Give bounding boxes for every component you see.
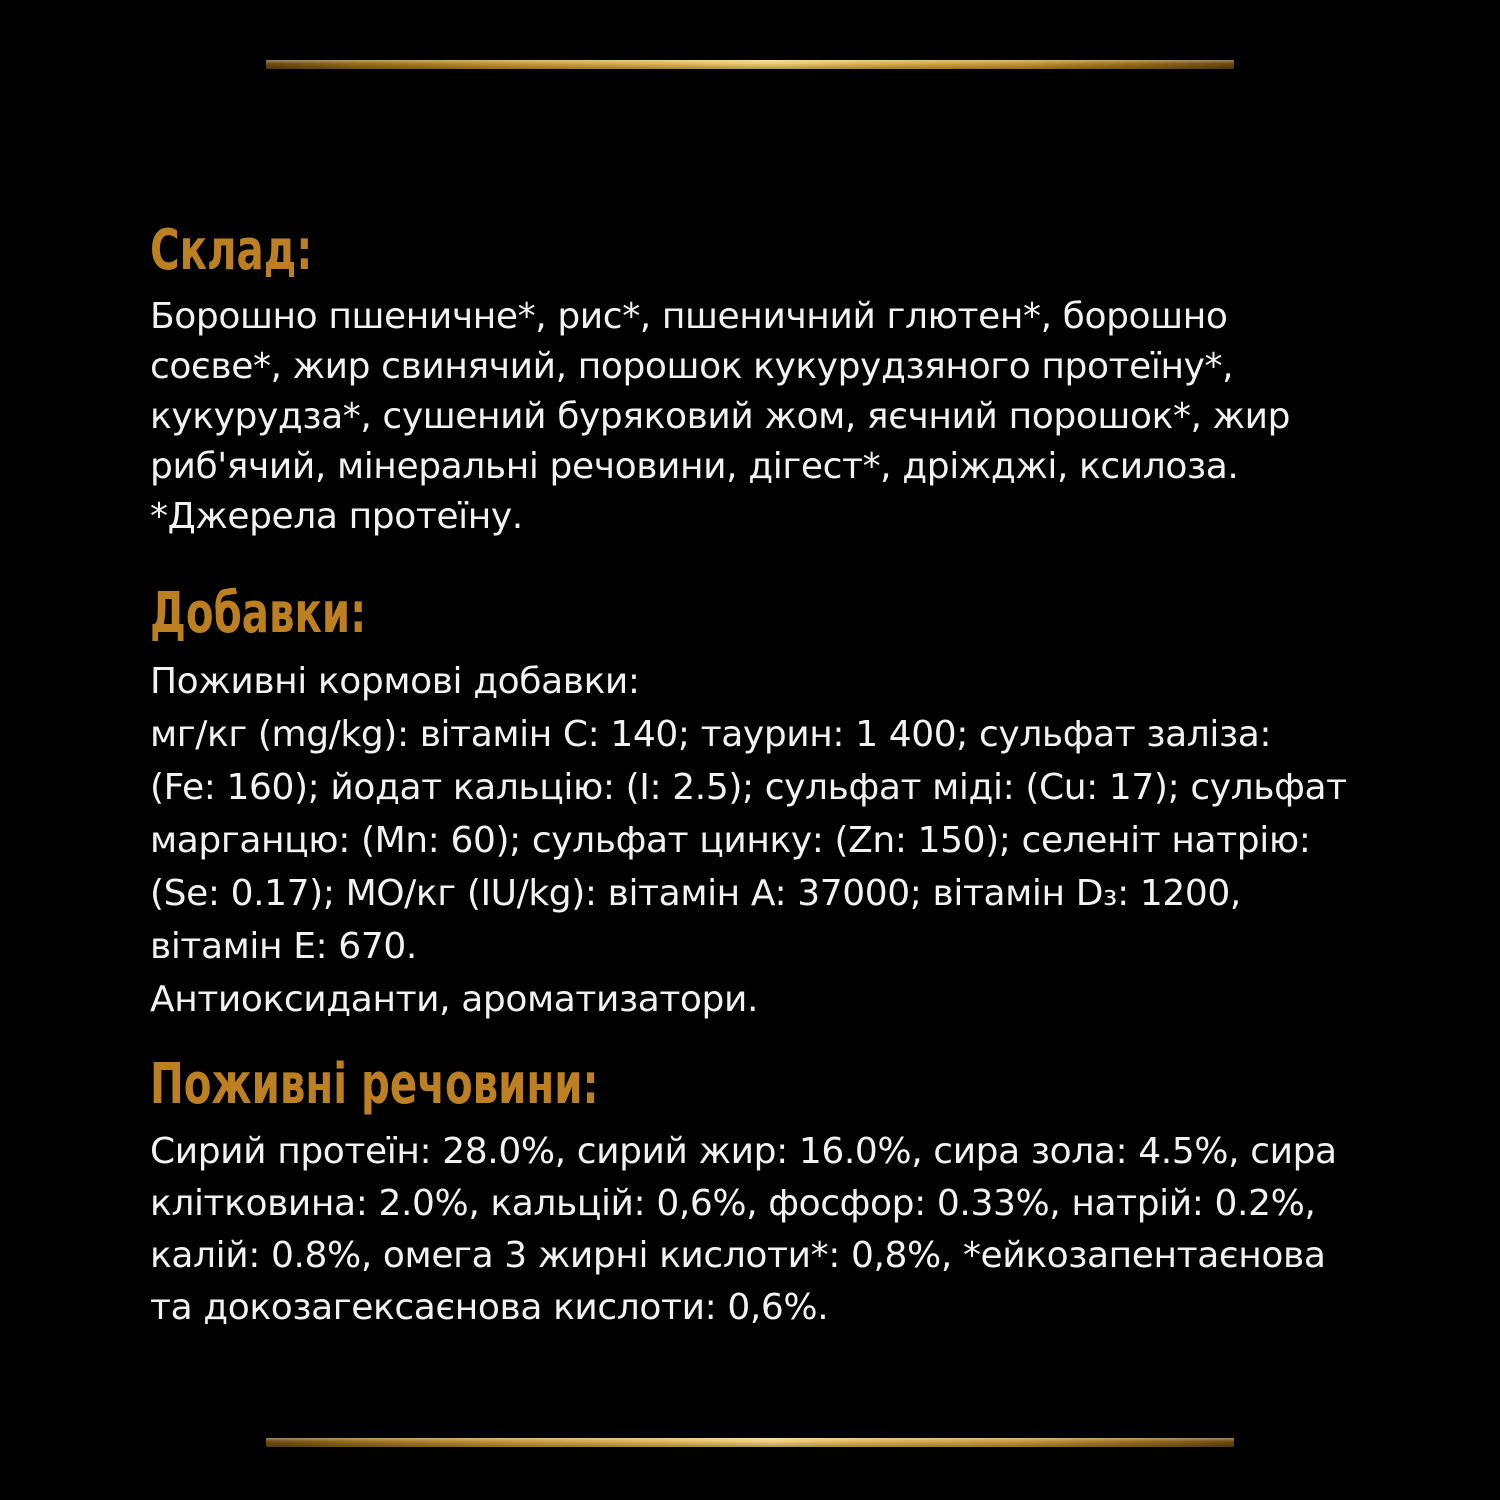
text-line: кукурудза*, сушений буряковий жом, яєчний порошок*, жир bbox=[150, 396, 1291, 437]
text-line: вітамін E: 670. bbox=[150, 926, 417, 967]
text-line: Борошно пшеничне*, рис*, пшеничний глютен*, борошно bbox=[150, 296, 1228, 337]
composition-text bbox=[150, 292, 1440, 542]
text-line: соєве*, жир свинячий, порошок кукурудзяного протеїну*, bbox=[150, 346, 1234, 387]
additives-heading: Добавки: bbox=[150, 581, 367, 646]
text-line: (Fe: 160); йодат кальцію: (I: 2.5); сульфат міді: (Cu: 17); сульфат bbox=[150, 767, 1347, 808]
composition-heading: Склад: bbox=[150, 218, 313, 283]
section-nutrients bbox=[150, 1052, 1440, 1334]
additives-text bbox=[150, 655, 1440, 1026]
text-line: Сирий протеїн: 28.0%, сирий жир: 16.0%, сира зола: 4.5%, сира bbox=[150, 1131, 1337, 1172]
nutrients-text bbox=[150, 1126, 1440, 1334]
text-line: (Se: 0.17); МО/кг (IU/kg): вітамін A: 37000; вітамін D₃: 1200, bbox=[150, 873, 1241, 914]
text-line: та докозагексаєнова кислоти: 0,6%. bbox=[150, 1287, 829, 1328]
text-line: калій: 0.8%, омега 3 жирні кислоти*: 0,8%, *ейкозапентаєнова bbox=[150, 1235, 1326, 1276]
text-line: марганцю: (Mn: 60); сульфат цинку: (Zn: 150); селеніт натрію: bbox=[150, 820, 1311, 861]
nutrients-heading: Поживні речовини: bbox=[150, 1052, 599, 1117]
text-line: Поживні кормові добавки: bbox=[150, 661, 640, 702]
text-line: *Джерела протеїну. bbox=[150, 496, 523, 537]
section-composition bbox=[150, 218, 1440, 542]
text-line: риб'ячий, мінеральні речовини, дігест*, дріжджі, ксилоза. bbox=[150, 446, 1239, 487]
bottom-divider-bar bbox=[266, 1438, 1234, 1447]
top-divider-bar bbox=[266, 60, 1234, 69]
text-line: клітковина: 2.0%, кальцій: 0,6%, фосфор: 0.33%, натрій: 0.2%, bbox=[150, 1183, 1316, 1224]
text-line: мг/кг (mg/kg): вітамін C: 140; таурин: 1 400; сульфат заліза: bbox=[150, 714, 1272, 755]
section-additives bbox=[150, 581, 1440, 1026]
text-line: Антиоксиданти, ароматизатори. bbox=[150, 979, 759, 1020]
